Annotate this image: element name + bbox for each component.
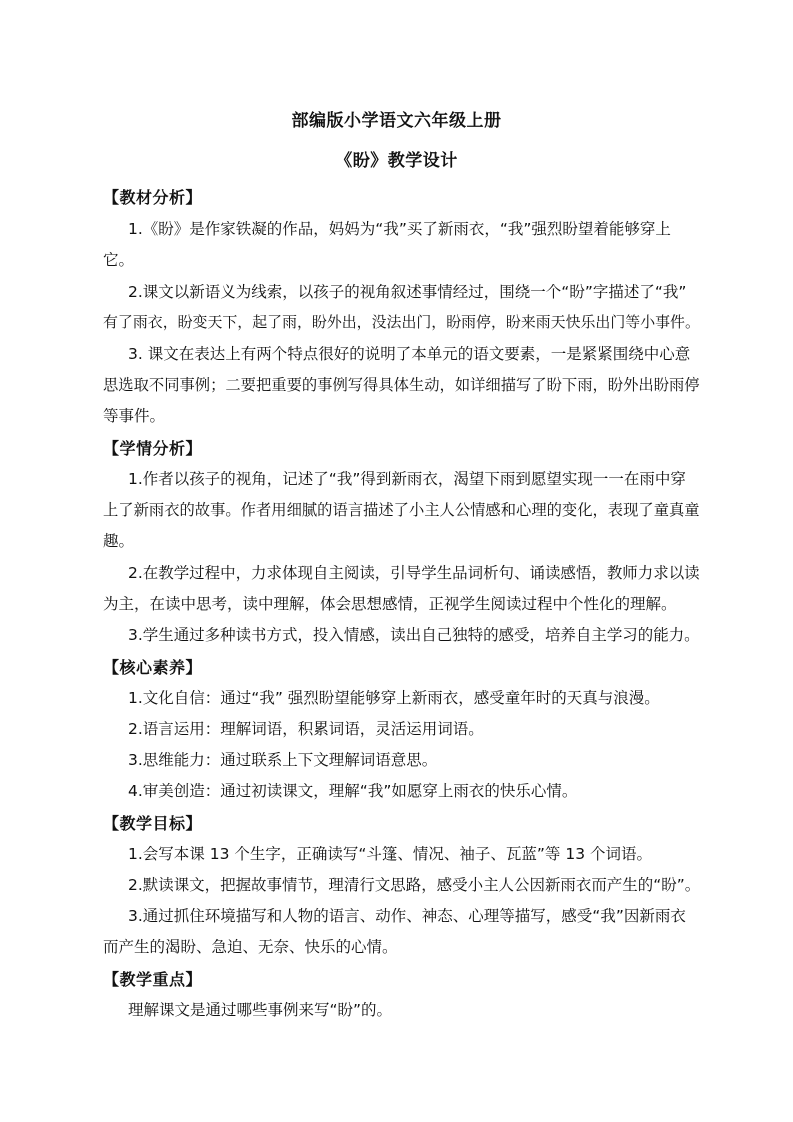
paragraph-line: 2.课文以新语义为线索，以孩子的视角叙述事情经过，围绕一个“盼”字描述了“我” [128, 283, 687, 301]
paragraph-line: 2.在教学过程中，力求体现自主阅读，引导学生品词析句、诵读感悟，教师力求以读 [128, 564, 700, 582]
paragraph-line: 2.语言运用：理解词语，积累词语，灵活运用词语。 [128, 720, 484, 738]
paragraph-line: 它。 [103, 251, 135, 269]
paragraph-line: 2.默读课文，把握故事情节，理清行文思路，感受小主人公因新雨衣而产生的“盼”。 [128, 876, 701, 894]
paragraph-line: 趣。 [103, 532, 135, 550]
paragraph-line: 1.《盼》是作家铁凝的作品，妈妈为“我”买了新雨衣，“我”强烈盼望着能够穿上 [128, 220, 671, 238]
paragraph-line: 3.思维能力：通过联系上下文理解词语意思。 [128, 751, 438, 769]
section-heading-textbook-analysis: 【教材分析】 [103, 188, 203, 207]
paragraph-line: 等事件。 [103, 407, 166, 425]
paragraph-line: 1.作者以孩子的视角，记述了“我”得到新雨衣，渴望下雨到愿望实现一一在雨中穿 [128, 470, 686, 488]
paragraph-line: 理解课文是通过哪些事例来写“盼”的。 [128, 1001, 393, 1019]
paragraph-line: 上了新雨衣的故事。作者用细腻的语言描述了小主人公情感和心理的变化，表现了童真童 [103, 501, 700, 519]
paragraph-line: 思选取不同事例；二要把重要的事例写得具体生动，如详细描写了盼下雨，盼外出盼雨停 [103, 376, 700, 394]
paragraph-line: 为主，在读中思考，读中理解，体会思想感情，正视学生阅读过程中个性化的理解。 [103, 595, 677, 613]
paragraph-line: 有了雨衣，盼变天下，起了雨，盼外出，没法出门，盼雨停，盼来雨天快乐出门等小事件。 [103, 313, 700, 331]
document-title: 部编版小学语文六年级上册 [291, 111, 502, 131]
paragraph-line: 1.会写本课 13 个生字，正确读写“斗篷、情况、袖子、瓦蓝”等 13 个词语。 [128, 845, 653, 863]
paragraph-line: 3.通过抓住环境描写和人物的语言、动作、神态、心理等描写，感受“我”因新雨衣 [128, 907, 686, 925]
document-subtitle: 《盼》教学设计 [335, 151, 458, 171]
section-heading-teaching-goals: 【教学目标】 [103, 814, 203, 833]
paragraph-line: 1.文化自信：通过“我” 强烈盼望能够穿上新雨衣，感受童年时的天真与浪漫。 [128, 689, 660, 707]
paragraph-line: 4.审美创造：通过初读课文，理解“我”如愿穿上雨衣的快乐心情。 [128, 782, 578, 800]
paragraph-line: 3. 课文在表达上有两个特点很好的说明了本单元的语文要素，一是紧紧围绕中心意 [128, 345, 691, 363]
section-heading-core-literacy: 【核心素养】 [103, 658, 203, 677]
paragraph-line: 而产生的渴盼、急迫、无奈、快乐的心情。 [103, 938, 398, 956]
section-heading-teaching-focus: 【教学重点】 [103, 970, 203, 989]
paragraph-line: 3.学生通过多种读书方式，投入情感，读出自己独特的感受，培养自主学习的能力。 [128, 626, 700, 644]
section-heading-student-analysis: 【学情分析】 [103, 439, 203, 458]
